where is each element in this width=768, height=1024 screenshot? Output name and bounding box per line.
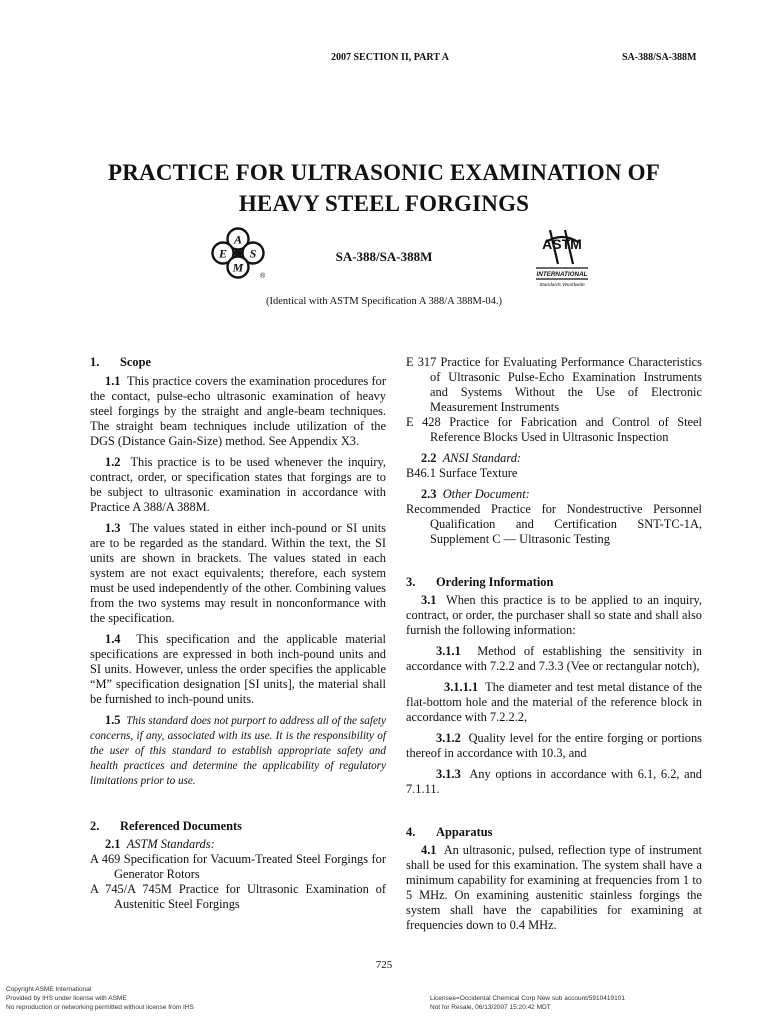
reference-a469: A 469 Specification for Vacuum-Treated Steel Forgings for Generator Rotors <box>90 852 386 881</box>
right-column <box>406 355 702 933</box>
running-header-section: 2007 SECTION II, PART A <box>331 52 449 63</box>
footer-copyright: Copyright ASME International <box>6 986 92 993</box>
left-column <box>90 355 386 912</box>
footer-restriction: No reproduction or networking permitted without license from IHS <box>6 1004 194 1011</box>
reference-a745: A 745/A 745M Practice for Ultrasonic Examination of Austenitic Steel Forgings <box>90 882 386 911</box>
paragraph-1-3: 1.3 The values stated in either inch-pound or SI units are to be regarded as the standard. Within the text, the SI units are shown in brackets. The values stated in each system are not exact equivalents; therefore, each system must be used independently of the other. Combining values from the two systems may result in nonconformance with the specification. <box>90 521 386 625</box>
reference-snt-tc-1a: Recommended Practice for Nondestructive Personnel Qualification and Certification SNT-TC-1A, Supplement C — Ultrasonic Testing <box>406 502 702 546</box>
paragraph-3-1-3: 3.1.3 Any options in accordance with 6.1, 6.2, and 7.1.11. <box>406 767 703 796</box>
paragraph-1-5: 1.5 This standard does not purport to address all of the safety concerns, if any, associated with its use. It is the responsibility of the user of this standard to establish appropriate safety and health practices and determine the applicability of regulatory limitations prior to use. <box>90 713 386 787</box>
section-4-heading: 4. Apparatus <box>406 825 493 839</box>
footer-resale: Not for Resale, 06/13/2007 15:20:42 MDT <box>430 1004 551 1011</box>
paragraph-1-4: 1.4 This specification and the applicable material specifications are expressed in both inch-pound units and SI units. However, unless the order specifies the applicable “M” specification designation [SI units], the material shall be furnished to inch-pound units. <box>90 632 386 706</box>
paragraph-3-1-1-1: 3.1.1.1 The diameter and test metal distance of the flat-bottom hole and the material of the reference block in accordance with 7.2.2.2, <box>406 680 702 724</box>
asme-letter-m: M <box>232 260 244 275</box>
section-3-heading: 3. Ordering Information <box>406 575 554 589</box>
paragraph-3-1-1: 3.1.1 Method of establishing the sensitivity in accordance with 7.2.2 and 7.3.3 (Vee or rectangular notch), <box>406 644 702 673</box>
paragraph-2-3: 2.3 Other Document: <box>421 487 530 501</box>
footer-provider: Provided by IHS under license with ASME <box>6 995 127 1002</box>
section-1-heading: 1. Scope <box>90 355 151 369</box>
footer-licensee: Licensee=Occidental Chemical Corp New sub account/5910419101 <box>430 995 625 1002</box>
reference-b461: B46.1 Surface Texture <box>406 466 518 480</box>
asme-letter-s: S <box>249 246 257 261</box>
reference-e428: E 428 Practice for Fabrication and Control of Steel Reference Blocks Used in Ultrasonic Inspection <box>406 415 702 444</box>
document-title-line2: HEAVY STEEL FORGINGS <box>238 191 530 216</box>
spec-code: SA-388/SA-388M <box>335 249 433 264</box>
paragraph-2-2: 2.2 ANSI Standard: <box>421 451 522 465</box>
astm-logo <box>532 224 592 290</box>
asme-letter-a: A <box>233 232 243 247</box>
document-title-line1: PRACTICE FOR ULTRASONIC EXAMINATION OF <box>108 160 660 185</box>
footer-left <box>6 985 194 1012</box>
astm-tagline: Standards Worldwide <box>539 283 585 288</box>
astm-wordmark: ASTM <box>542 236 582 252</box>
paragraph-2-1: 2.1 ASTM Standards: <box>105 837 215 851</box>
astm-international-text: INTERNATIONAL <box>536 271 588 278</box>
section-2-heading: 2. Referenced Documents <box>90 819 242 833</box>
running-header-spec: SA-388/SA-388M <box>622 52 697 63</box>
reference-e317: E 317 Practice for Evaluating Performance Characteristics of Ultrasonic Pulse-Echo Examination Instruments and Systems Without the Use of Electronic Measurement Instruments <box>406 355 702 414</box>
paragraph-3-1: 3.1 When this practice is to be applied to an inquiry, contract, or order, the purchaser shall so state and shall also furnish the following information: <box>406 593 702 637</box>
astm-logo-graphic <box>532 224 592 290</box>
paragraph-4-1: 4.1 An ultrasonic, pulsed, reflection type of instrument shall be used for this examination. The system shall have a minimum capability for examining at frequencies from 1 to 5 MHz. On examining austenitic stainless forgings the system shall have the capabilities for examining at frequencies down to 0.4 MHz. <box>406 843 702 932</box>
paragraph-1-2: 1.2 This practice is to be used whenever the inquiry, contract, order, or specification states that forgings are to be subject to ultrasonic examination in accordance with Practice A 388/A 388M. <box>90 455 386 514</box>
identical-with-note: (Identical with ASTM Specification A 388/A 388M-04.) <box>266 296 502 307</box>
paragraph-1-1: 1.1 This practice covers the examination procedures for the contact, pulse-echo ultrasonic examination of heavy steel forgings by the straight and angle-beam techniques. The straight beam techniques include utilization of the DGS (Distance Gain-Size) method. See Appendix X3. <box>90 374 386 448</box>
asme-registered-mark: ® <box>260 273 266 280</box>
paragraph-3-1-2: 3.1.2 Quality level for the entire forging or portions thereof in accordance with 10.3, and <box>406 731 702 760</box>
footer-right <box>430 994 625 1012</box>
asme-letter-e: E <box>218 246 228 261</box>
page-number: 725 <box>375 959 393 971</box>
